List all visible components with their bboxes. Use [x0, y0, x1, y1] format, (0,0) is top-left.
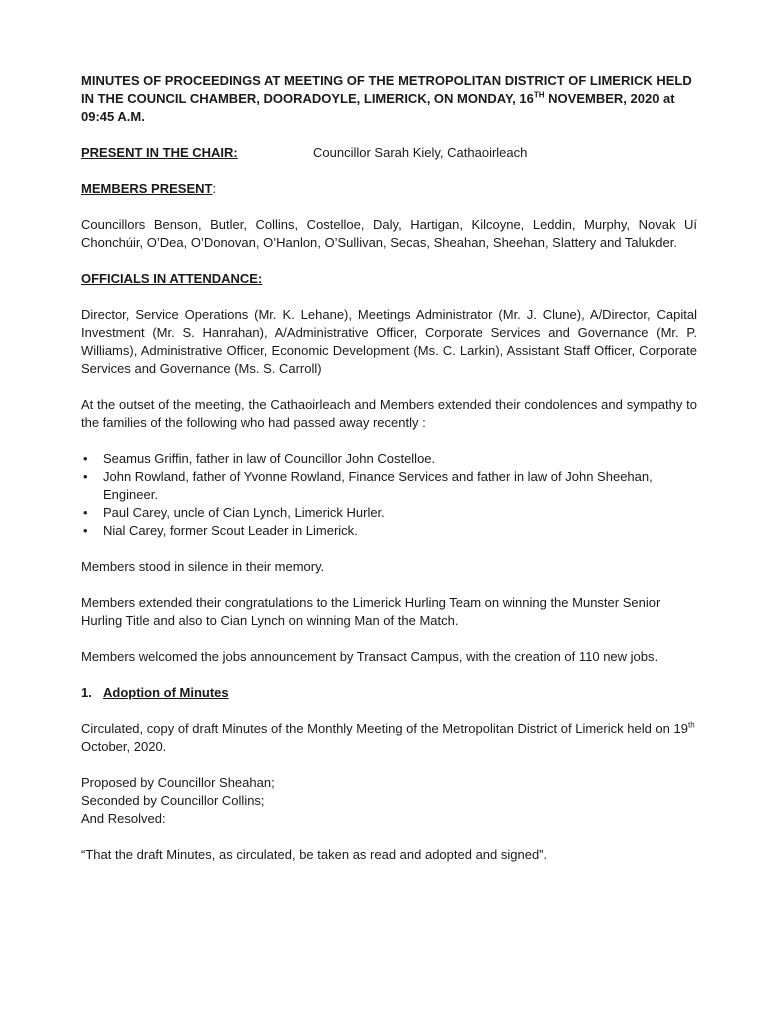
bullet-icon: • [83, 505, 88, 520]
list-item-text: John Rowland, father of Yvonne Rowland, Finance Services and father in law of John Sheehan, Engineer. [103, 469, 653, 502]
officials-heading-row [81, 270, 697, 288]
members-heading: MEMBERS PRESENT [81, 181, 213, 196]
condolences-list [81, 450, 697, 540]
title-text-end: NOVEMBER, 2020 at 09:45 A.M. [81, 91, 675, 124]
document-body [81, 72, 697, 882]
circulated-paragraph [81, 720, 697, 756]
circulated-text: Circulated, copy of draft Minutes of the Monthly Meeting of the Metropolitan District of Limerick held on 19 [81, 721, 688, 736]
chair-value: Councillor Sarah Kiely, Cathaoirleach [313, 145, 528, 160]
motion-block [81, 774, 697, 828]
list-item [81, 522, 697, 540]
item-number: 1. [81, 685, 92, 700]
list-item [81, 504, 697, 522]
chair-section [81, 144, 697, 162]
circulated-superscript: th [687, 720, 695, 730]
list-item-text: Seamus Griffin, father in law of Councillor John Costelloe. [103, 451, 436, 466]
seconded-line: Seconded by Councillor Collins; [81, 793, 265, 808]
chair-label: PRESENT IN THE CHAIR: [81, 145, 238, 160]
resolution-text: “That the draft Minutes, as circulated, be taken as read and adopted and signed”. [81, 847, 548, 862]
bullet-icon: • [83, 523, 88, 538]
members-list: Councillors Benson, Butler, Collins, Costelloe, Daly, Hartigan, Kilcoyne, Leddin, Murphy, Novak Uí Chonchúir, O’Dea, O’Donovan, O’Hanlon, O’Sullivan, Secas, Sheahan, Sheehan, Slattery and Talukder. [81, 217, 697, 250]
list-item [81, 450, 697, 468]
circulated-text-end: October, 2020. [81, 739, 167, 754]
bullet-icon: • [83, 469, 88, 484]
item-title: Adoption of Minutes [103, 685, 229, 700]
bullet-icon: • [83, 451, 88, 466]
members-heading-row [81, 180, 697, 198]
resolved-line: And Resolved: [81, 811, 166, 826]
silence-paragraph: Members stood in silence in their memory. [81, 559, 325, 574]
officials-list: Director, Service Operations (Mr. K. Lehane), Meetings Administrator (Mr. J. Clune), A/Director, Capital Investment (Mr. S. Hanrahan), A/Administrative Officer, Corporate Services and Governance (Mr. P. Williams), Administrative Officer, Economic Development (Ms. C. Larkin), Assistant Staff Officer, Corporate Services and Governance (Ms. S. Carroll) [81, 307, 697, 376]
condolences-intro: At the outset of the meeting, the Cathaoirleach and Members extended their condolences and sympathy to the families of the following who had passed away recently : [81, 397, 697, 430]
list-item-text: Paul Carey, uncle of Cian Lynch, Limerick Hurler. [103, 505, 385, 520]
item-1-heading [81, 684, 697, 702]
proposed-line: Proposed by Councillor Sheahan; [81, 775, 275, 790]
jobs-paragraph: Members welcomed the jobs announcement by Transact Campus, with the creation of 110 new jobs. [81, 649, 659, 664]
title-text: MINUTES OF PROCEEDINGS AT MEETING OF THE METROPOLITAN DISTRICT OF LIMERICK HELD IN THE COUNCIL CHAMBER, DOORADOYLE, LIMERICK, ON MONDAY, 16 [81, 73, 692, 106]
members-heading-colon: : [212, 181, 217, 196]
congratulations-paragraph: Members extended their congratulations to the Limerick Hurling Team on winning the Munster Senior Hurling Title and also to Cian Lynch on winning Man of the Match. [81, 595, 661, 628]
officials-heading: OFFICIALS IN ATTENDANCE: [81, 271, 263, 286]
document-title [81, 72, 697, 126]
title-superscript: TH [533, 90, 545, 100]
list-item [81, 468, 697, 504]
list-item-text: Nial Carey, former Scout Leader in Limerick. [103, 523, 358, 538]
